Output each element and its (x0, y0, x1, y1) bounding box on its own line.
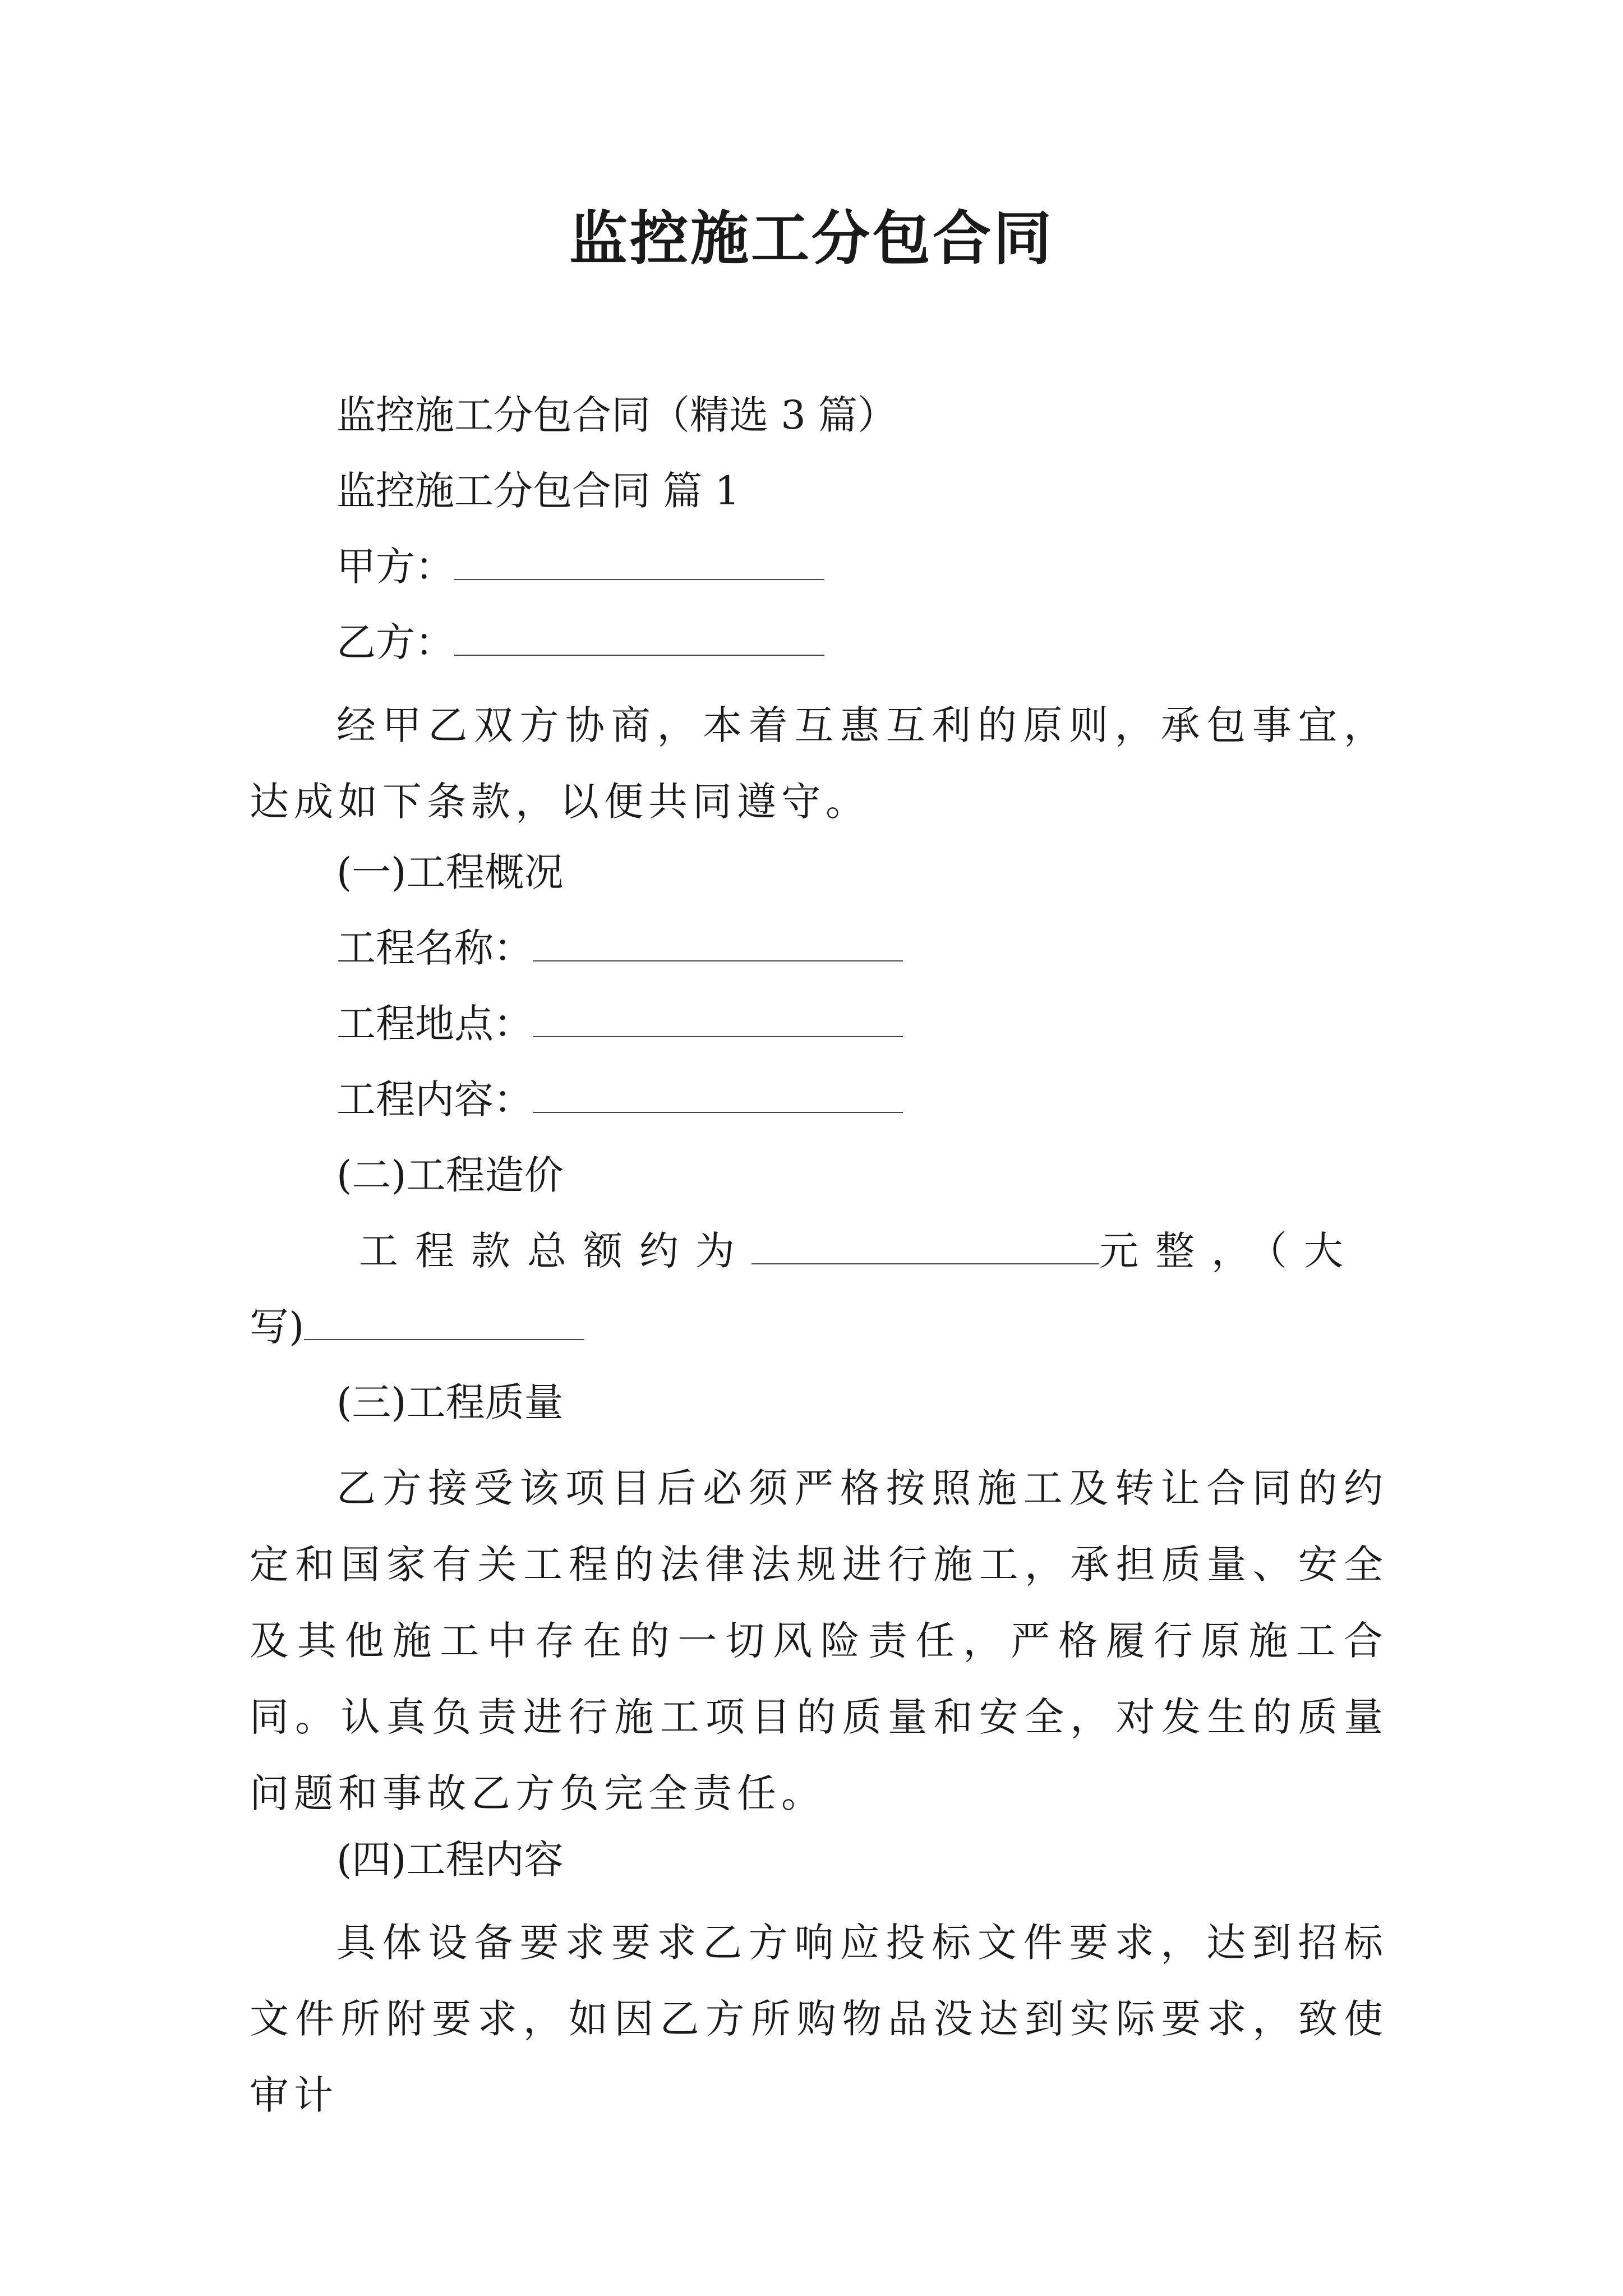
price-capital-label: 写) (250, 1304, 305, 1350)
party-a-label: 甲方： (336, 544, 454, 590)
price-capital-blank (304, 1305, 584, 1340)
section4-heading: (四)工程内容 (336, 1837, 564, 1883)
section3-heading: (三)工程质量 (336, 1379, 564, 1425)
price-amount-blank (751, 1230, 1099, 1264)
document-subtitle: 监控施工分包合同（精选 3 篇） (336, 392, 897, 438)
project-location-line (336, 996, 903, 1052)
project-content-label: 工程内容： (336, 1076, 533, 1122)
project-name-line (336, 920, 903, 976)
section1-heading: (一)工程概况 (336, 849, 564, 895)
content-paragraph: 具体设备要求要求乙方响应投标文件要求，达到招标文件所附要求，如因乙方所购物品没达到实际要求，致使审计 (250, 1920, 1388, 2118)
section2-heading: (二)工程造价 (336, 1152, 564, 1198)
party-a-blank (454, 545, 824, 580)
price-unit-label: 元整，（大 (1099, 1228, 1360, 1274)
project-content-blank (533, 1078, 903, 1113)
party-b-line (336, 614, 824, 670)
project-content-line (336, 1071, 903, 1128)
project-location-label: 工程地点： (336, 1001, 533, 1047)
quality-paragraph: 乙方接受该项目后必须严格按照施工及转让合同的约定和国家有关工程的法律法规进行施工，承担质量、安全及其他施工中存在的一切风险责任，严格履行原施工合同。认真负责进行施工项目的质量和安全，对发生的质量问题和事故乙方负完全责任。 (250, 1465, 1388, 1816)
price-capital-line (250, 1299, 584, 1355)
party-b-label: 乙方： (336, 619, 454, 665)
price-label: 工程款总额约为 (359, 1228, 751, 1274)
party-b-blank (454, 621, 824, 656)
project-name-blank (533, 927, 903, 961)
intro-paragraph: 经甲乙双方协商，本着互惠互利的原则，承包事宜，达成如下条款，以便共同遵守。 (250, 702, 1388, 825)
party-a-line (336, 539, 824, 595)
article-heading: 监控施工分包合同 篇 1 (336, 468, 740, 514)
project-name-label: 工程名称： (336, 925, 533, 971)
project-location-blank (533, 1002, 903, 1037)
price-line (359, 1223, 1360, 1279)
document-title: 监控施工分包合同 (569, 204, 1054, 273)
